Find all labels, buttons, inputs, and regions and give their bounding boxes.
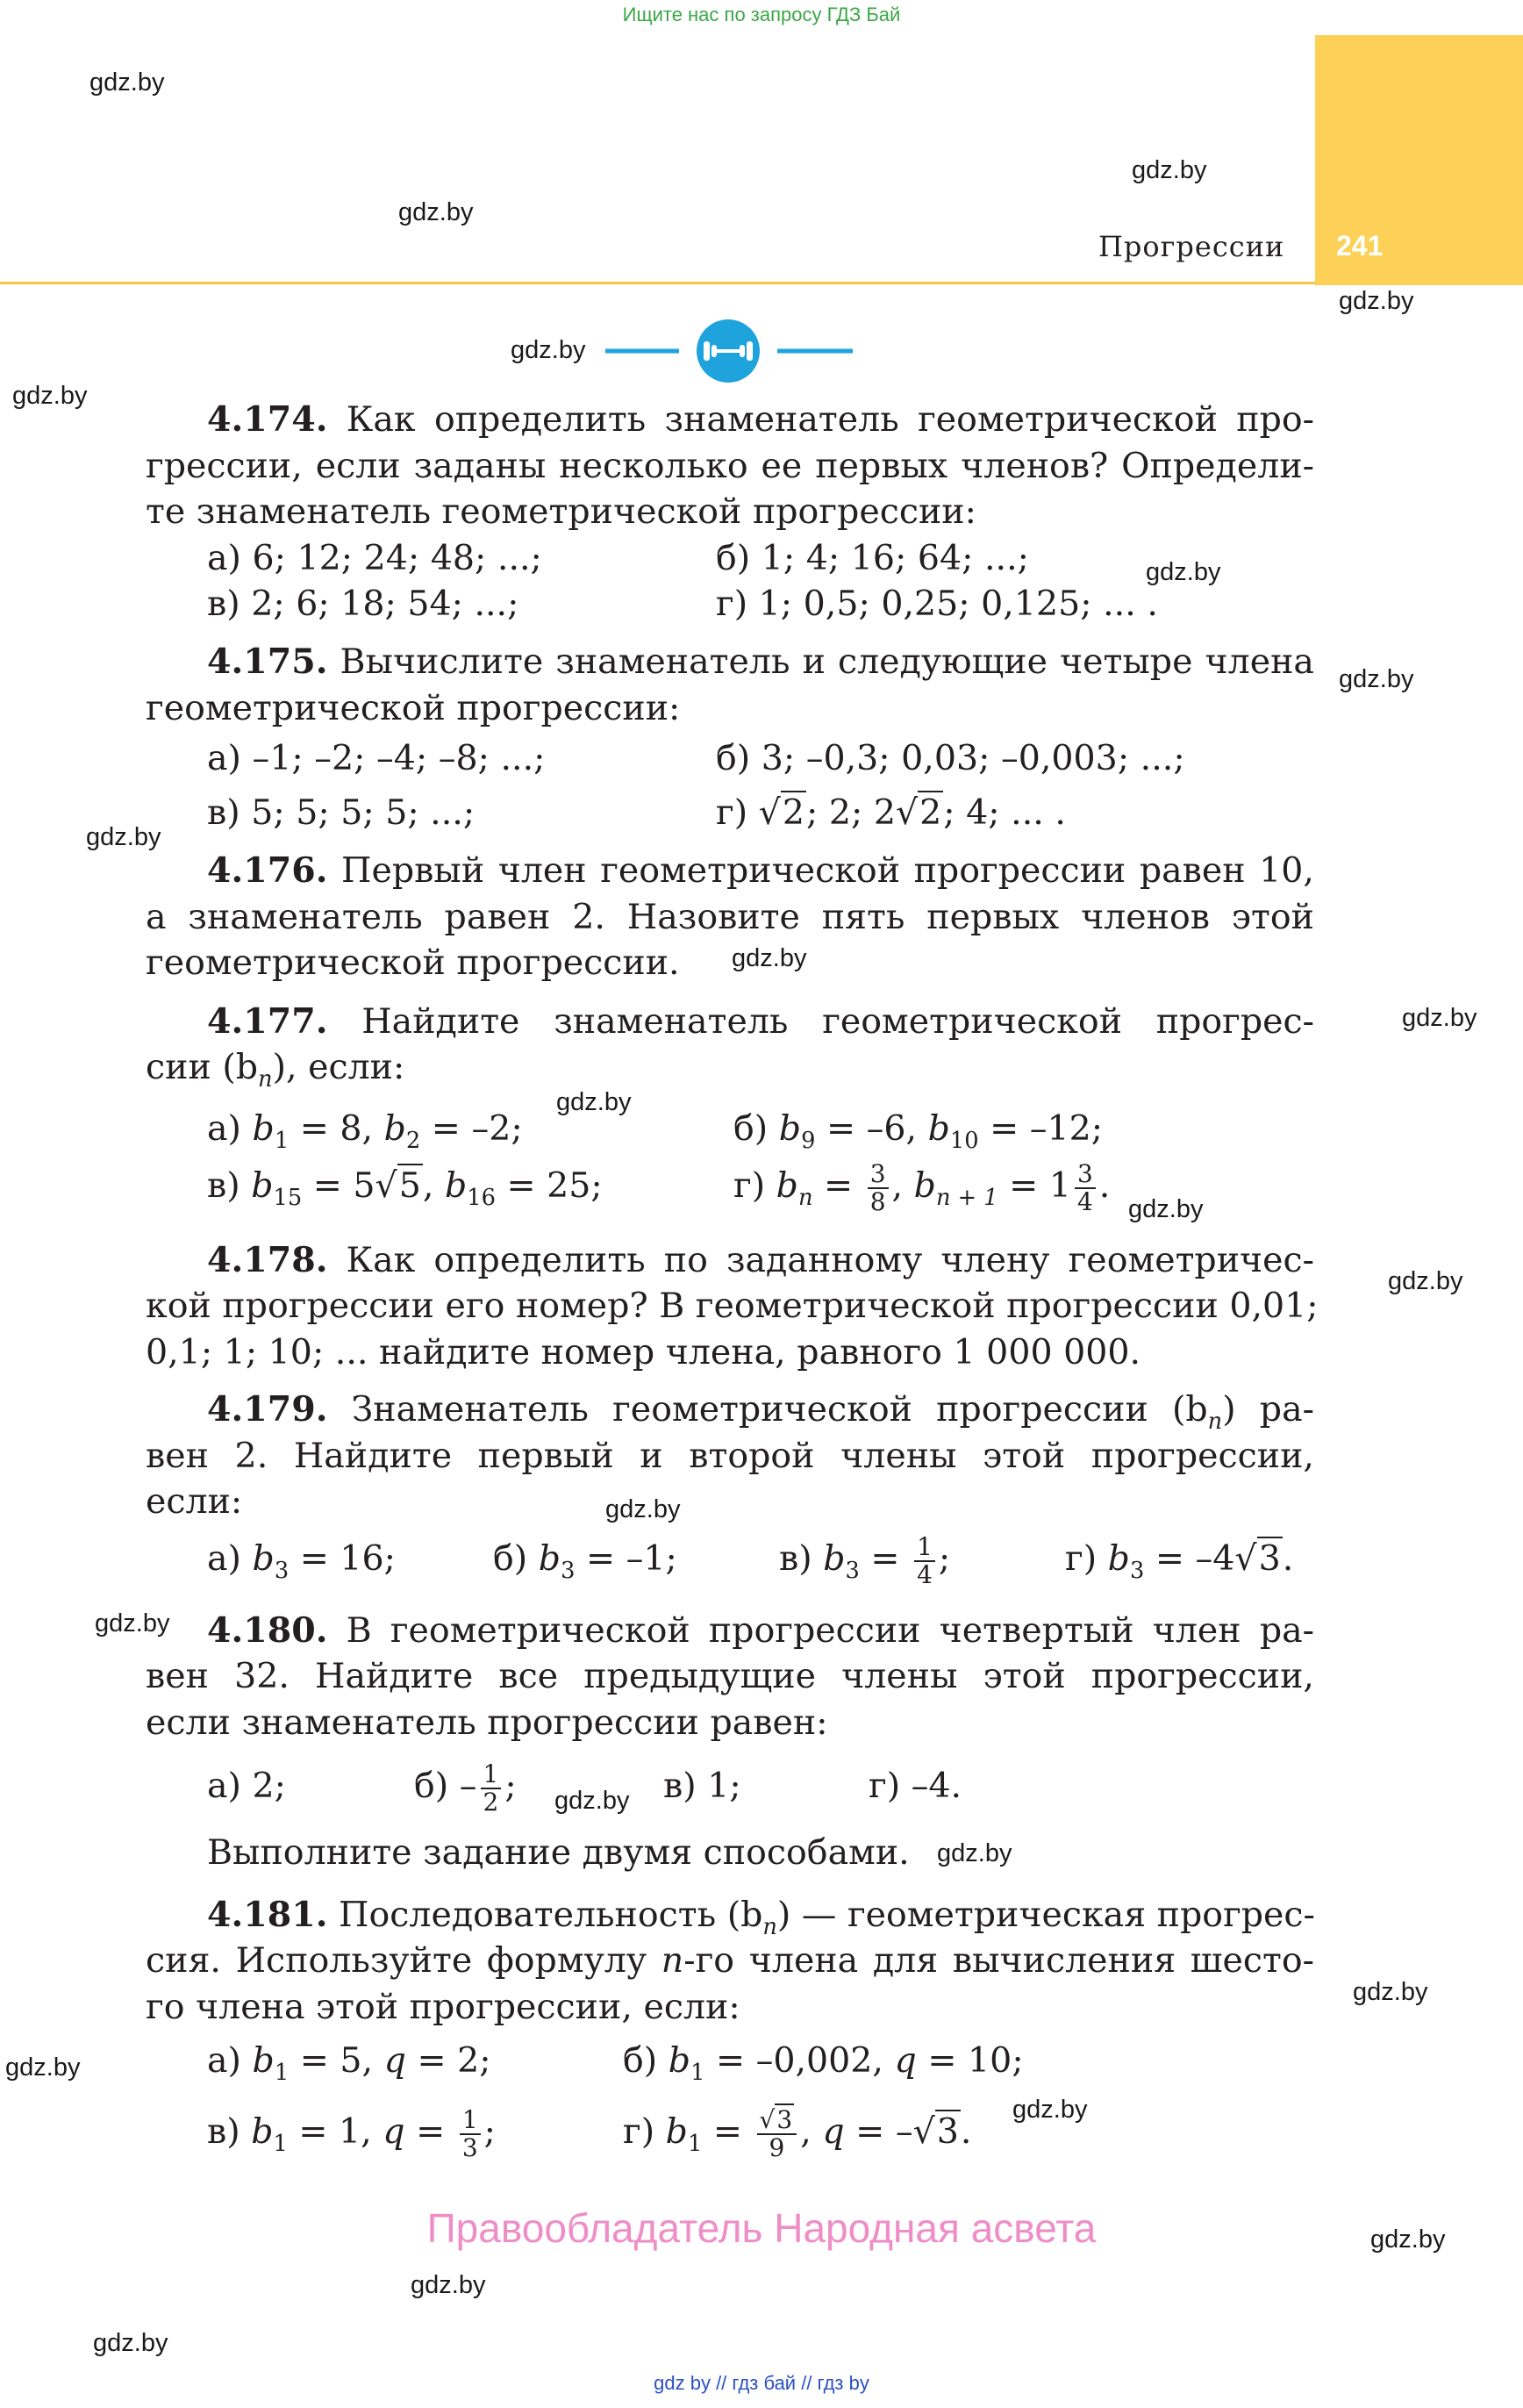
problem-4-175-item-a: а) –1; –2; –4; –8; ...; — [207, 738, 546, 778]
problem-4-177-item-g: г) $b_n$ = $\frac{3}{8}$ , $b_{n + 1} = 1$ $\frac{3}{4}$ . — [733, 1159, 1111, 1216]
problem-4-174-item-v: в) 2; 6; 18; 54; ...; — [207, 584, 519, 624]
problem-4-174-line-1: 4.174. Как определить знаменатель геометрической про- — [207, 399, 1314, 440]
problem-4-175-line-2: геометрической прогрессии: — [146, 688, 681, 728]
watermark: gdz.by — [1132, 156, 1207, 184]
problem-4-180-item-g: г) –4. — [869, 1766, 962, 1806]
copyright-note: Правообладатель Народная асвета — [426, 2205, 1097, 2251]
watermark: gdz.by — [95, 1609, 170, 1638]
problem-4-179-line-1: 4.179. Знаменатель геометрической прогрессии $(b_n)$ ра- — [207, 1389, 1314, 1435]
watermark: gdz.by — [1370, 2225, 1446, 2254]
problem-4-180-item-v: в) 1; — [663, 1766, 741, 1806]
watermark: gdz.by — [1339, 665, 1414, 693]
problem-4-175-item-v: в) 5; 5; 5; 5; ...; — [207, 792, 475, 833]
watermark: gdz.by — [605, 1495, 681, 1523]
problem-4-174-line-2: грессии, если заданы несколько ее первых членов? Определи- — [146, 446, 1314, 486]
problem-4-179-item-a: а) $b_3 = 16$; — [207, 1538, 396, 1584]
watermark: gdz.by — [1146, 558, 1221, 586]
problem-4-180-line-3: если знаменатель прогрессии равен: — [146, 1702, 828, 1743]
problem-4-180-note: Выполните задание двумя способами. — [207, 1832, 910, 1873]
exercise-divider — [605, 318, 860, 384]
problem-4-180-line-1: 4.180. В геометрической прогрессии четвертый член ра- — [207, 1610, 1314, 1651]
watermark: gdz.by — [1402, 1004, 1477, 1032]
problem-4-174-line-3: те знаменатель геометрической прогрессии: — [146, 491, 976, 532]
problem-4-178-line-2: кой прогрессии его номер? В геометрической прогрессии 0,01; — [146, 1286, 1319, 1326]
watermark: gdz.by — [89, 68, 165, 97]
watermark: gdz.by — [556, 1088, 632, 1116]
watermark: gdz.by — [554, 1787, 630, 1815]
watermark: gdz.by — [937, 1839, 1012, 1867]
top-note: Ищите нас по запросу ГДЗ Бай — [622, 4, 901, 25]
watermark: gdz.by — [411, 2271, 486, 2299]
problem-4-175-item-g: г) √2; 2; 2√2; 4; ... . — [716, 792, 1066, 833]
watermark: gdz.by — [1339, 287, 1414, 315]
watermark: gdz.by — [93, 2329, 168, 2357]
problem-4-177-item-v: в) $b_{15} = 5√5$, $b_{16} = 25$; — [207, 1165, 603, 1211]
problem-4-174-item-b: б) 1; 4; 16; 64; ...; — [716, 538, 1029, 578]
problem-4-179-item-b: б) $b_3 = -1$; — [493, 1538, 677, 1584]
problem-4-181-line-1: 4.181. Последовательность $(b_n)$ — геометрическая прогрес- — [207, 1895, 1315, 1940]
fraction: $\frac{3}{4}$ — [1075, 1161, 1096, 1215]
problem-4-181-item-b: б) $b_1 = -0,002$, q = 10; — [623, 2040, 1024, 2086]
problem-4-175-item-b: б) 3; –0,3; 0,03; –0,003; ...; — [716, 738, 1185, 778]
problem-4-181-item-a: а) $b_1 = 5$, q = 2; — [207, 2040, 491, 2086]
problem-4-177-line-2: сии $(b_n)$, если: — [146, 1047, 405, 1093]
problem-4-177-item-a: а) $b_1 = 8$, $b_2 = -2$; — [207, 1108, 523, 1154]
watermark: gdz.by — [1012, 2096, 1088, 2124]
problem-4-181-item-g: г) $b_1$ = $\frac{√3}{9}$ , q = –√3. — [623, 2105, 972, 2162]
problem-4-177-line-1: 4.177. Найдите знаменатель геометрической прогрес- — [207, 1001, 1315, 1042]
watermark: gdz.by — [732, 944, 807, 972]
watermark: gdz.by — [1388, 1267, 1463, 1295]
fraction: $\frac{√3}{9}$ — [757, 2107, 797, 2161]
problem-4-181-line-3: го члена этой прогрессии, если: — [146, 1987, 740, 2027]
problem-4-181-item-v: в) $b_1 = 1$, q = $\frac{1}{3}$ ; — [207, 2105, 496, 2162]
problem-4-179-item-v: в) $b_3$ = $\frac{1}{4}$ ; — [779, 1532, 951, 1589]
watermark: gdz.by — [1128, 1195, 1204, 1223]
problem-4-180-item-a: а) 2; — [207, 1766, 286, 1806]
watermark: gdz.by — [5, 2053, 81, 2082]
problem-4-176-line-2: а знаменатель равен 2. Назовите пять первых членов этой — [146, 897, 1314, 937]
watermark: gdz.by — [12, 382, 88, 410]
problem-4-178-line-1: 4.178. Как определить по заданному члену геометричес- — [207, 1240, 1314, 1280]
header-rule — [0, 282, 1316, 284]
problem-4-176-line-1: 4.176. Первый член геометрической прогрессии равен 10, — [207, 850, 1314, 891]
bottom-note: gdz by // гдз бай // гдз by — [654, 2372, 869, 2394]
problem-4-176-line-3: геометрической прогрессии. — [146, 942, 680, 983]
watermark: gdz.by — [511, 336, 586, 364]
problem-4-180-item-b: б) – $\frac{1}{2}$ ; — [414, 1759, 517, 1817]
watermark: gdz.by — [1353, 1978, 1428, 2006]
watermark: gdz.by — [86, 823, 161, 851]
problem-4-174-item-g: г) 1; 0,5; 0,25; 0,125; ... . — [716, 584, 1158, 624]
problem-4-179-line-3: если: — [146, 1481, 243, 1522]
problem-4-180-line-2: вен 32. Найдите все предыдущие члены этой прогрессии, — [146, 1656, 1314, 1696]
problem-4-178-line-3: 0,1; 1; 10; ... найдите номер члена, равного 1 000 000. — [146, 1332, 1141, 1372]
page-number: 241 — [1336, 230, 1384, 262]
section-title: Прогрессии — [1098, 230, 1285, 263]
dumbbell-icon — [605, 318, 860, 384]
problem-4-179-line-2: вен 2. Найдите первый и второй члены этой прогрессии, — [146, 1436, 1314, 1476]
problem-4-177-item-b: б) $b_9 = -6$, $b_{10} = -12$; — [733, 1108, 1104, 1154]
fraction: $\frac{3}{8}$ — [868, 1161, 889, 1215]
problem-4-175-line-1: 4.175. Вычислите знаменатель и следующие четыре члена — [207, 641, 1314, 682]
fraction: $\frac{1}{3}$ — [460, 2107, 481, 2161]
watermark: gdz.by — [398, 198, 474, 226]
fraction: $\frac{1}{4}$ — [914, 1534, 935, 1588]
problem-4-181-line-2: сия. Используйте формулу n-го члена для вычисления шесто- — [146, 1940, 1314, 1981]
problem-4-174-item-a: а) 6; 12; 24; 48; ...; — [207, 538, 542, 578]
fraction: $\frac{1}{2}$ — [481, 1761, 502, 1816]
problem-4-179-item-g: г) $b_3 = -4√3$. — [1065, 1538, 1294, 1584]
